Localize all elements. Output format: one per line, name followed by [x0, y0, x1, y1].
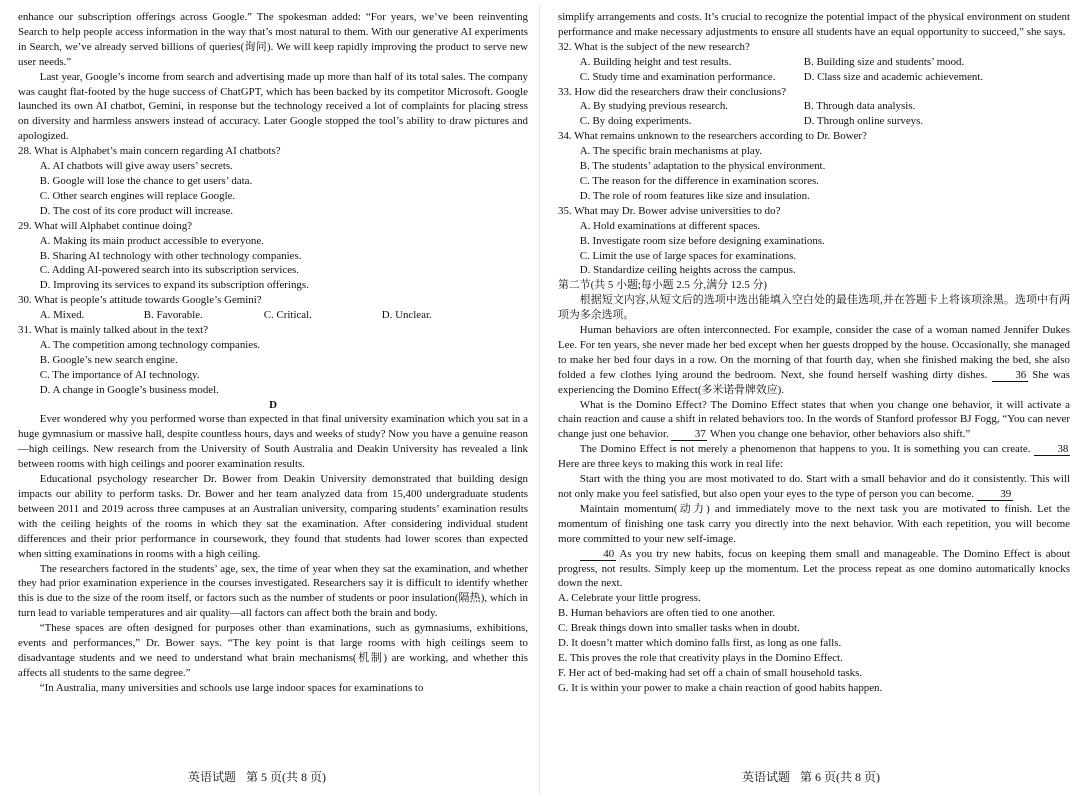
answer-blank[interactable]: 38 [1034, 443, 1070, 456]
cloze-text: When you change one behavior, other behaviors also shift.” [709, 428, 971, 441]
option: D. Unclear. [381, 309, 432, 322]
option: A. Mixed. [39, 309, 85, 322]
passage-d-paragraph: “These spaces are often designed for purposes other than examinations, such as gymnasiums, exhibitions, events and performances,” Dr. Bower says. “The key point is that large rooms with high ceilings seem to disadvantage students and we need to understand what brain mechanisms(机制) are working, and whether this affects all students to the same degree.” [18, 622, 528, 679]
option: A. Making its main product accessible to everyone. [39, 234, 264, 247]
option: B. Favorable. [143, 309, 203, 322]
option-row [558, 114, 1070, 129]
cloze-text: Here are three keys to making this work in real life: [558, 458, 783, 471]
choice-item: G. It is within your power to make a chain reaction of good habits happen. [558, 681, 883, 694]
question-33 [558, 85, 1070, 130]
cloze-paragraph [558, 323, 1070, 398]
right-page [558, 10, 1070, 696]
left-page [18, 10, 528, 696]
question-30 [18, 293, 528, 323]
passage-d-paragraph: Ever wondered why you performed worse than expected in that final university examination which you sat in a huge gymnasium or massive hall, despite countless hours, days and weeks of study? Now you have a genuine reason—high ceilings. New research from the University of South Australia and Deakin University has revealed a link between rooms with high ceilings and poorer examination results. [18, 413, 528, 471]
option: D. Through online surveys. [803, 115, 924, 128]
option: A. The specific brain mechanisms at play. [579, 145, 763, 158]
cloze-paragraph [558, 547, 1070, 592]
choice-item: A. Celebrate your little progress. [558, 592, 701, 605]
option: C. Adding AI-powered search into its subscription services. [39, 264, 300, 277]
option: C. The reason for the difference in examination scores. [579, 174, 819, 187]
cloze-text: As you try new habits, focus on keeping them small and manageable. The Domino Effect is about progress, not results. Simply keep up the momentum. Let the process repeat as one domino automatically knocks down the next. [558, 547, 1070, 590]
question-stem: 32. What is the subject of the new research? [558, 40, 750, 53]
passage-c-paragraph: Last year, Google’s income from search and advertising made up more than half of its total sales. The company was caught flat-footed by the huge success of ChatGPT, which has been backed by its competitor Microsoft. Google launched its own AI chatbot, Gemini, in response but the technology received a lot of complaints for placing stress on diversity and harmless answers instead of accuracy. Later Google stopped the tool’s ability to draw pictures and apologized. [18, 70, 528, 143]
cloze-text: Start with the thing you are most motivated to do. Start with a small behavior and do it consistently. This will not only make you feel satisfied, but also open your eyes to the type of person you can become. [558, 473, 1070, 500]
option: D. The cost of its core product will increase. [39, 204, 234, 217]
question-31 [18, 323, 528, 398]
passage-d-paragraph: The researchers factored in the students’ age, sex, the time of year when they sat the examination, and whether they had prior examination experience in the courses investigated. Researchers say it is difficult to identify whether this is due to the size of the room itself, or factors such as the number of students or poor insulation(隔热), which in turn lead to variable temperatures and air quality—all factors can affect both the brain and body. [18, 562, 528, 620]
option: B. The students’ adaptation to the physical environment. [579, 160, 826, 173]
option-row [558, 70, 1070, 85]
cloze-text: What is the Domino Effect? The Domino Effect states that when you change one behavior, it will activate a chain reaction and cause a shift in related behaviors too. In the words of Stanford professor BJ Fogg, “You can never change just one behavior. [558, 398, 1070, 441]
option: B. Investigate room size before designing examinations. [579, 234, 825, 247]
option: C. By doing experiments. [579, 115, 692, 128]
passage-c-paragraph: enhance our subscription offerings across Google.” The spokesman added: “For years, we’ve been reinventing Search to help people access information in the way that’s most natural to them. With our generative AI experiments in Search, we’ve already served billions of queries(询问). We will keep rapidly improving the product to serve new user needs.” [18, 11, 528, 68]
question-34 [558, 129, 1070, 204]
option: C. The importance of AI technology. [39, 368, 200, 381]
option: C. Limit the use of large spaces for examinations. [579, 249, 797, 262]
option: B. Google’s new search engine. [39, 353, 178, 366]
footer-subject: 英语试题 [188, 770, 237, 784]
question-stem: 30. What is people’s attitude towards Google’s Gemini? [18, 294, 262, 307]
option: B. Sharing AI technology with other technology companies. [39, 249, 302, 262]
page-divider [539, 4, 540, 794]
question-stem: 29. What will Alphabet continue doing? [18, 219, 193, 232]
option: D. Standardize ceiling heights across the campus. [579, 264, 796, 277]
choice-item: E. This proves the role that creativity plays in the Domino Effect. [558, 651, 843, 664]
option: D. A change in Google’s business model. [39, 383, 219, 396]
answer-blank[interactable]: 39 [977, 488, 1013, 501]
option-row [558, 55, 1070, 70]
question-stem: 33. How did the researchers draw their conclusions? [558, 85, 787, 98]
cloze-paragraph: Maintain momentum(动力) and immediately move to the next task you are motivated to finish. Let the momentum of finishing one task carry you directly into the next behavior. With each repetition, you will become more committed to your new self-image. [558, 502, 1070, 545]
section-instructions: 根据短文内容,从短文后的选项中选出能填入空白处的最佳选项,并在答题卡上将该项涂黑。选项中有两项为多余选项。 [558, 294, 1070, 322]
question-32 [558, 40, 1070, 85]
page-footer-right [742, 768, 880, 785]
passage-d-paragraph: “In Australia, many universities and schools use large indoor spaces for examinations to [39, 681, 424, 694]
question-stem: 28. What is Alphabet’s main concern regarding AI chatbots? [18, 145, 281, 158]
question-stem: 31. What is mainly talked about in the text? [18, 324, 209, 337]
footer-page-number: 第 5 页(共 8 页) [246, 770, 327, 784]
question-28 [18, 144, 528, 219]
question-stem: 34. What remains unknown to the researchers according to Dr. Bower? [558, 130, 867, 143]
cloze-text: She was experiencing the Domino Effect(多米诺骨牌效应). [558, 368, 1070, 396]
answer-blank[interactable]: 40 [580, 548, 616, 561]
footer-page-number: 第 6 页(共 8 页) [800, 770, 881, 784]
cloze-text: The Domino Effect is not merely a phenomenon that happens to you. It is something you can create. [579, 443, 1031, 456]
cloze-text: Human behaviors are often interconnected. For example, consider the case of a woman named Jennifer Dukes Lee. For ten years, she never made her bed except when her guests dropped by the house. Occasionally, she managed to make her bed four days in a row. On the morning of that fourth day, when she finished making the bed, she also folded a few clothes lying around the bedroom. Next, she found herself washing dirty dishes. [558, 324, 1070, 381]
option: B. Through data analysis. [803, 100, 916, 113]
option: A. The competition among technology companies. [39, 338, 261, 351]
option: B. Building size and students’ mood. [803, 55, 965, 68]
cloze-paragraph [558, 472, 1070, 502]
passage-d-paragraph: Educational psychology researcher Dr. Bower from Deakin University demonstrated that building design impacts our ability to perform tasks. Dr. Bower and her team analyzed data from 15,400 undergraduate students between 2011 and 2019 across three campuses at an Australian university, comparing students’ examination results with the ceiling heights of the rooms in which they sat the examination. After considering individual student differences and their prior performance in coursework, they found that students had lower scores than expected when sitting examinations in rooms with a high ceiling. [18, 473, 528, 560]
option: D. Improving its services to expand its subscription offerings. [39, 279, 309, 292]
page-footer-left [188, 768, 326, 785]
option: B. Google will lose the chance to get users’ data. [39, 174, 253, 187]
passage-d-paragraph: simplify arrangements and costs. It’s crucial to recognize the potential impact of the physical environment on student performance and make necessary adjustments to ensure all students have an equal opportunity to succeed,” she says. [558, 11, 1070, 38]
choice-item: B. Human behaviors are often tied to one another. [558, 607, 776, 620]
option: A. Building height and test results. [579, 55, 732, 68]
option-row [558, 99, 1070, 114]
option: A. By studying previous research. [579, 100, 729, 113]
option: C. Critical. [263, 309, 312, 322]
option: C. Other search engines will replace Google. [39, 189, 236, 202]
question-29 [18, 219, 528, 294]
option: D. Class size and academic achievement. [803, 70, 984, 83]
answer-blank[interactable]: 36 [992, 369, 1028, 382]
question-35 [558, 204, 1070, 279]
choice-item: F. Her act of bed-making had set off a chain of small household tasks. [558, 666, 863, 679]
footer-subject: 英语试题 [742, 770, 791, 784]
section-heading: 第二节(共 5 小题;每小题 2.5 分,满分 12.5 分) [558, 279, 768, 292]
choice-list [558, 591, 1070, 695]
option: A. Hold examinations at different spaces. [579, 219, 761, 232]
option: C. Study time and examination performance. [579, 70, 776, 83]
question-stem: 35. What may Dr. Bower advise universities to do? [558, 204, 781, 217]
option: A. AI chatbots will give away users’ secrets. [39, 160, 233, 173]
section-heading: D [269, 398, 277, 411]
option: D. The role of room features like size and insulation. [579, 189, 810, 202]
cloze-paragraph [558, 398, 1070, 443]
cloze-paragraph [558, 442, 1070, 472]
choice-item: C. Break things down into smaller tasks when in doubt. [558, 622, 800, 635]
answer-blank[interactable]: 37 [671, 428, 707, 441]
option-row [18, 308, 528, 323]
choice-item: D. It doesn’t matter which domino falls first, as long as one falls. [558, 637, 842, 650]
